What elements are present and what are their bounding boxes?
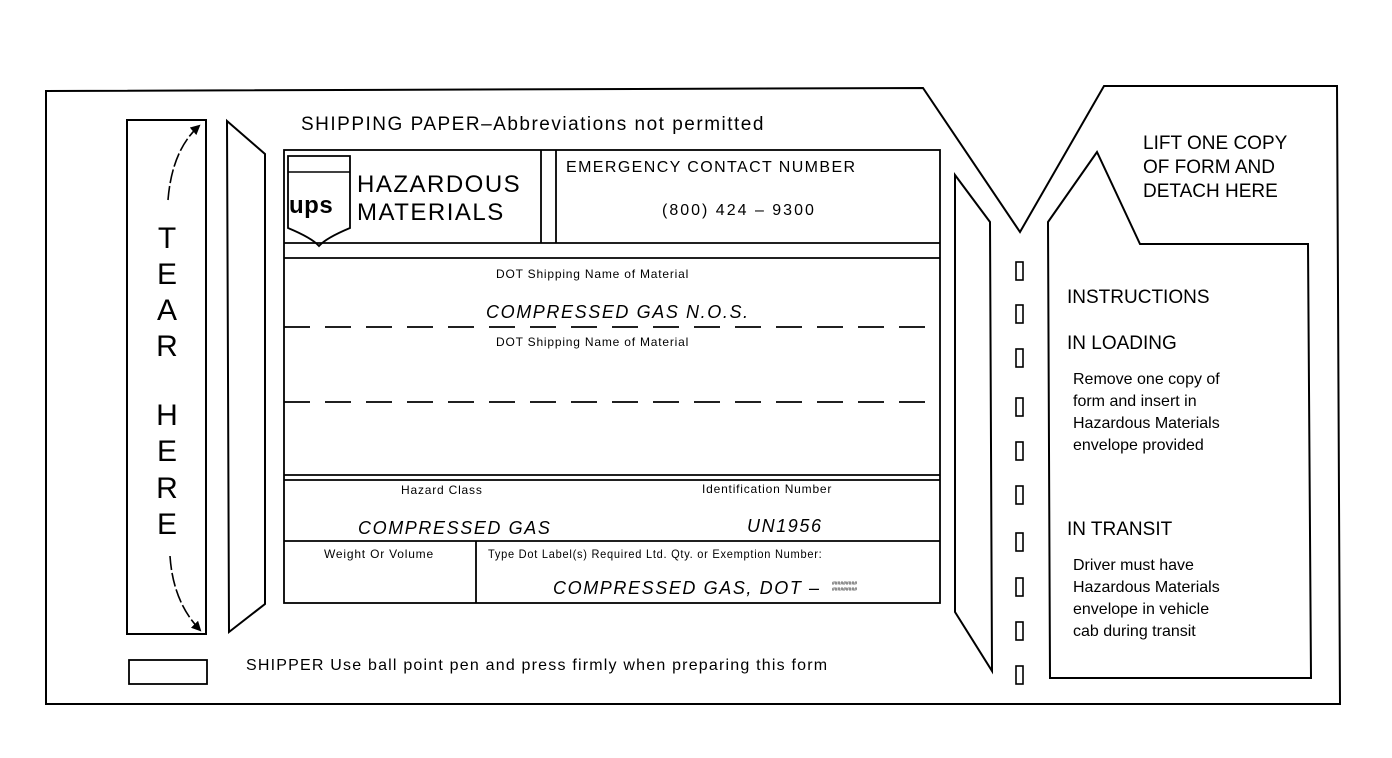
- transit-text: Driver must have Hazardous Materials envelope in vehicle cab during transit: [1073, 557, 1220, 640]
- label-type-value: COMPRESSED GAS, DOT –: [553, 578, 821, 598]
- lift-instructions: LIFT ONE COPY OF FORM AND DETACH HERE: [1143, 133, 1288, 202]
- shipper-box: [129, 660, 207, 684]
- ups-logo: ups: [289, 192, 334, 219]
- hazard-class-value: COMPRESSED GAS: [358, 518, 552, 538]
- loading-text: Remove one copy of form and insert in Hazardous Materials envelope provided: [1073, 371, 1220, 454]
- header-line-2: MATERIALS: [357, 199, 505, 226]
- here-letter: R: [156, 472, 178, 505]
- identification-value: UN1956: [747, 516, 823, 536]
- shipping-name-1-value: COMPRESSED GAS N.O.S.: [486, 302, 750, 322]
- perforation-slots: [1016, 262, 1023, 684]
- tear-letter: E: [156, 258, 177, 291]
- hazard-class-label: Hazard Class: [401, 483, 483, 497]
- shipping-name-2-label: DOT Shipping Name of Material: [496, 335, 690, 349]
- here-letter: E: [156, 435, 177, 468]
- label-type-label: Type Dot Label(s) Required Ltd. Qty. or Exemption Number:: [488, 547, 823, 561]
- tear-arrow-up: [168, 126, 199, 200]
- identification-label: Identification Number: [702, 482, 833, 496]
- form-title: SHIPPING PAPER–Abbreviations not permitted: [301, 114, 765, 135]
- transit-title: IN TRANSIT: [1067, 519, 1173, 540]
- tear-arrow-down: [170, 556, 200, 630]
- tear-letter: R: [156, 330, 178, 363]
- left-strip: [227, 121, 265, 632]
- tear-letter: A: [156, 294, 177, 327]
- header-line-1: HAZARDOUS: [357, 171, 522, 198]
- emergency-number: (800) 424 – 9300: [662, 202, 816, 219]
- shipping-name-1-label: DOT Shipping Name of Material: [496, 267, 690, 281]
- emergency-label: EMERGENCY CONTACT NUMBER: [566, 159, 857, 176]
- here-letter: H: [156, 399, 178, 432]
- weight-label: Weight Or Volume: [324, 547, 434, 561]
- loading-title: IN LOADING: [1067, 333, 1177, 354]
- here-letter: E: [156, 508, 177, 541]
- tear-letter: T: [157, 222, 177, 255]
- instructions-title: INSTRUCTIONS: [1067, 287, 1210, 308]
- tear-here-box: [127, 120, 206, 634]
- shipper-note: SHIPPER Use ball point pen and press firmly when preparing this form: [246, 657, 829, 674]
- right-strip: [955, 175, 992, 671]
- label-type-fine-print: ######### #########: [832, 581, 858, 593]
